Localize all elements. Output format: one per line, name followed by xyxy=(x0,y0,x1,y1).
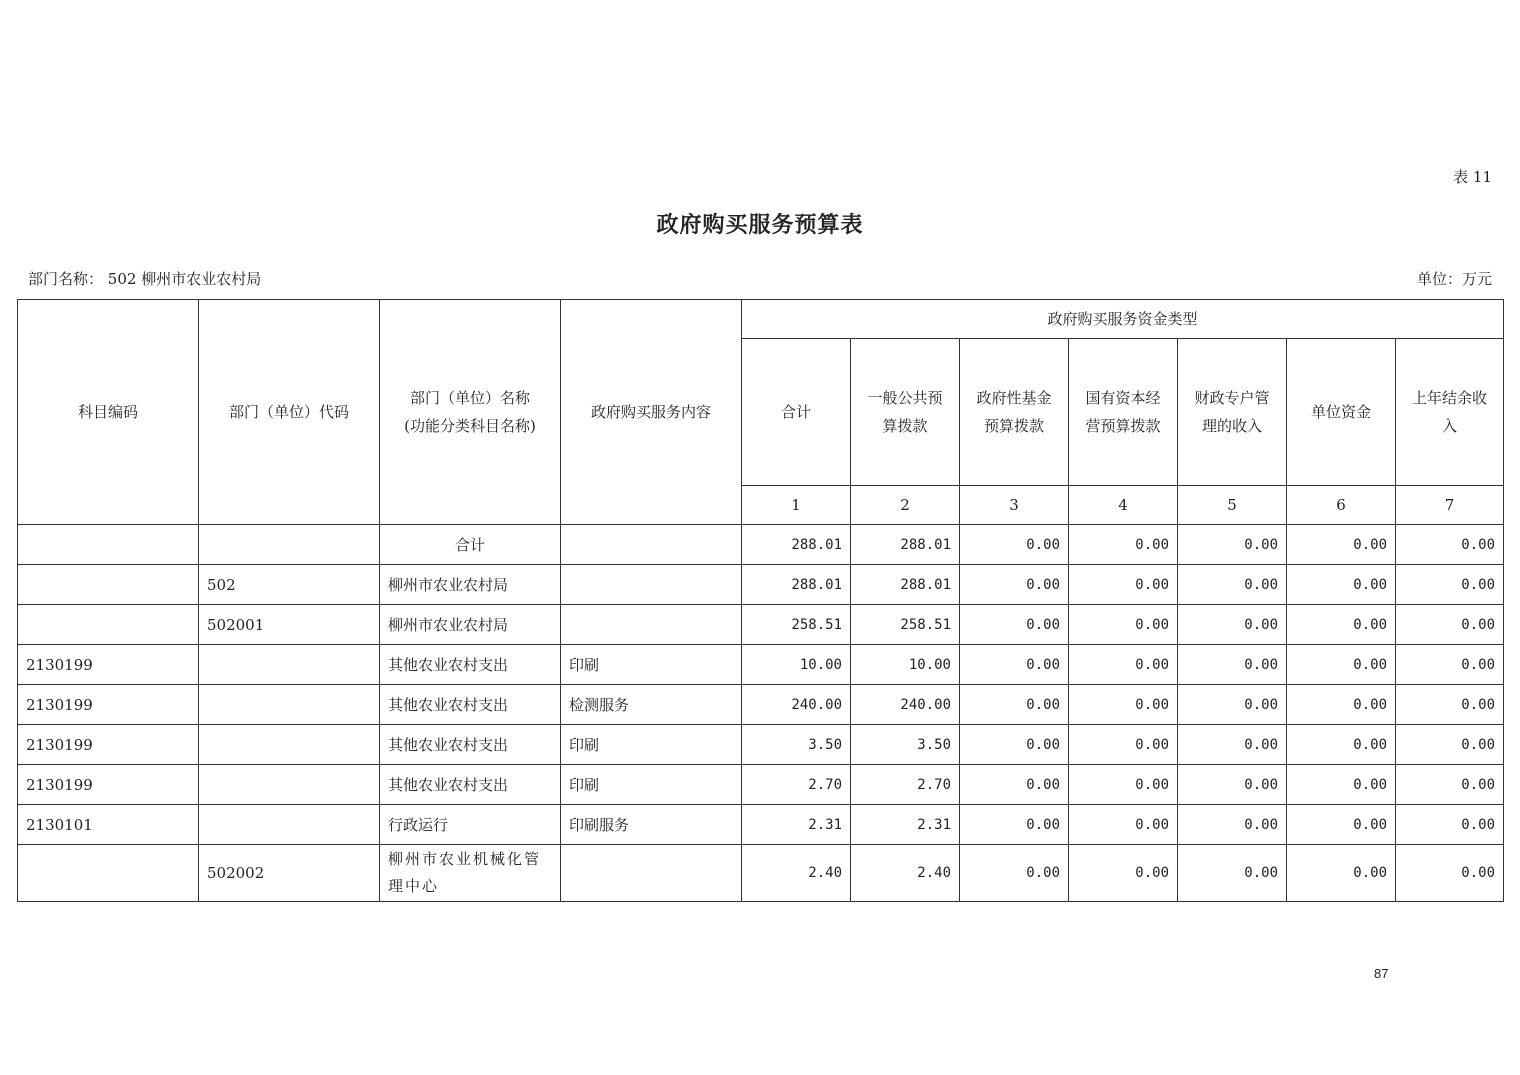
cell-dept-name: 其他农业农村支出 xyxy=(380,685,561,725)
cell-value: 0.00 xyxy=(1287,645,1396,685)
cell-value: 0.00 xyxy=(1287,565,1396,605)
header-dept-code: 部门（单位）代码 xyxy=(199,300,380,525)
table-row xyxy=(18,685,1504,725)
column-number: 1 xyxy=(742,486,851,525)
cell-dept-name: 柳州市农业农村局 xyxy=(380,565,561,605)
table-row xyxy=(18,845,1504,902)
cell-value: 0.00 xyxy=(960,645,1069,685)
cell-value: 0.00 xyxy=(1396,525,1504,565)
cell-value: 0.00 xyxy=(1178,605,1287,645)
cell-service-content xyxy=(561,565,742,605)
cell-value: 240.00 xyxy=(742,685,851,725)
cell-value: 0.00 xyxy=(1396,685,1504,725)
cell-value: 0.00 xyxy=(1069,645,1178,685)
cell-value: 0.00 xyxy=(1396,605,1504,645)
cell-dept-name: 合计 xyxy=(380,525,561,565)
cell-dept-code xyxy=(199,765,380,805)
header-column-line2: 入 xyxy=(1441,417,1457,435)
cell-value: 0.00 xyxy=(1069,725,1178,765)
cell-dept-name: 柳州市农业机械化管理中心 xyxy=(380,845,561,902)
cell-value: 0.00 xyxy=(1178,845,1287,902)
cell-value: 2.31 xyxy=(742,805,851,845)
cell-subject-code: 2130101 xyxy=(18,805,199,845)
department-label: 部门名称： xyxy=(28,270,104,288)
cell-value: 0.00 xyxy=(960,845,1069,902)
cell-dept-code xyxy=(199,805,380,845)
cell-value: 258.51 xyxy=(851,605,960,645)
cell-value: 2.40 xyxy=(851,845,960,902)
header-column-line2: 预算拨款 xyxy=(983,417,1044,435)
cell-service-content: 印刷 xyxy=(561,645,742,685)
column-number: 3 xyxy=(960,486,1069,525)
department-value: 502 柳州市农业农村局 xyxy=(107,270,262,288)
cell-subject-code xyxy=(18,525,199,565)
cell-subject-code: 2130199 xyxy=(18,725,199,765)
cell-value: 2.31 xyxy=(851,805,960,845)
cell-value: 0.00 xyxy=(1287,725,1396,765)
header-column-4 xyxy=(1069,339,1178,486)
header-column-6 xyxy=(1287,339,1396,486)
header-column-line2: 营预算拨款 xyxy=(1085,417,1161,435)
cell-service-content: 印刷 xyxy=(561,765,742,805)
cell-value: 0.00 xyxy=(1287,765,1396,805)
cell-value: 288.01 xyxy=(851,565,960,605)
unit-label: 单位：万元 xyxy=(1416,270,1492,288)
header-service-content: 政府购买服务内容 xyxy=(561,300,742,525)
cell-value: 0.00 xyxy=(960,685,1069,725)
cell-value: 0.00 xyxy=(1069,565,1178,605)
cell-service-content: 检测服务 xyxy=(561,685,742,725)
page-title: 政府购买服务预算表 xyxy=(656,212,864,238)
cell-dept-name: 其他农业农村支出 xyxy=(380,645,561,685)
cell-dept-name: 其他农业农村支出 xyxy=(380,725,561,765)
column-number: 7 xyxy=(1396,486,1504,525)
cell-value: 0.00 xyxy=(1069,765,1178,805)
cell-service-content xyxy=(561,845,742,902)
cell-value: 0.00 xyxy=(1287,605,1396,645)
cell-service-content: 印刷 xyxy=(561,725,742,765)
header-column-line2: 算拨款 xyxy=(882,417,928,435)
cell-dept-code: 502001 xyxy=(199,605,380,645)
header-column-line1: 单位资金 xyxy=(1310,403,1371,421)
table-row xyxy=(18,525,1504,565)
header-column-line1: 政府性基金 xyxy=(976,389,1052,407)
header-column-line1: 国有资本经 xyxy=(1085,389,1161,407)
cell-value: 0.00 xyxy=(960,565,1069,605)
department-line xyxy=(28,268,261,289)
cell-value: 0.00 xyxy=(1178,725,1287,765)
table-row xyxy=(18,725,1504,765)
header-column-1 xyxy=(742,339,851,486)
cell-value: 0.00 xyxy=(1287,805,1396,845)
cell-value: 0.00 xyxy=(960,605,1069,645)
cell-subject-code xyxy=(18,605,199,645)
cell-value: 2.40 xyxy=(742,845,851,902)
table-row xyxy=(18,805,1504,845)
cell-value: 0.00 xyxy=(1069,685,1178,725)
cell-dept-name: 其他农业农村支出 xyxy=(380,765,561,805)
cell-subject-code: 2130199 xyxy=(18,645,199,685)
column-number: 4 xyxy=(1069,486,1178,525)
cell-value: 0.00 xyxy=(1069,525,1178,565)
header-column-5 xyxy=(1178,339,1287,486)
header-column-line1: 一般公共预 xyxy=(867,389,943,407)
cell-service-content: 印刷服务 xyxy=(561,805,742,845)
cell-value: 0.00 xyxy=(1396,805,1504,845)
cell-value: 0.00 xyxy=(1287,685,1396,725)
cell-value: 0.00 xyxy=(1178,565,1287,605)
cell-value: 2.70 xyxy=(851,765,960,805)
cell-subject-code xyxy=(18,845,199,902)
table-row xyxy=(18,645,1504,685)
cell-value: 0.00 xyxy=(1287,845,1396,902)
header-column-line1: 上年结余收 xyxy=(1411,389,1487,407)
column-number: 2 xyxy=(851,486,960,525)
table-row xyxy=(18,605,1504,645)
cell-value: 0.00 xyxy=(960,805,1069,845)
cell-dept-code xyxy=(199,725,380,765)
cell-subject-code xyxy=(18,565,199,605)
cell-value: 0.00 xyxy=(1178,805,1287,845)
cell-value: 3.50 xyxy=(742,725,851,765)
cell-subject-code: 2130199 xyxy=(18,685,199,725)
header-column-3 xyxy=(960,339,1069,486)
cell-value: 240.00 xyxy=(851,685,960,725)
cell-value: 0.00 xyxy=(960,525,1069,565)
header-dept-name-line1: 部门（单位）名称 xyxy=(409,389,530,407)
cell-dept-code: 502 xyxy=(199,565,380,605)
cell-dept-code xyxy=(199,685,380,725)
cell-value: 258.51 xyxy=(742,605,851,645)
header-column-7 xyxy=(1396,339,1504,486)
column-number: 6 xyxy=(1287,486,1396,525)
cell-value: 0.00 xyxy=(1396,565,1504,605)
cell-value: 0.00 xyxy=(1069,605,1178,645)
cell-value: 2.70 xyxy=(742,765,851,805)
cell-value: 0.00 xyxy=(1178,525,1287,565)
cell-value: 0.00 xyxy=(1178,645,1287,685)
table-row xyxy=(18,765,1504,805)
header-dept-name xyxy=(380,300,561,525)
budget-table xyxy=(17,299,1504,902)
cell-value: 10.00 xyxy=(851,645,960,685)
column-number: 5 xyxy=(1178,486,1287,525)
header-dept-name-line2: (功能分类科目名称) xyxy=(404,417,536,435)
header-subject-code: 科目编码 xyxy=(18,300,199,525)
cell-value: 3.50 xyxy=(851,725,960,765)
cell-dept-name: 柳州市农业农村局 xyxy=(380,605,561,645)
cell-value: 0.00 xyxy=(960,765,1069,805)
header-column-line2: 理的收入 xyxy=(1201,417,1262,435)
cell-value: 0.00 xyxy=(1178,765,1287,805)
cell-dept-code: 502002 xyxy=(199,845,380,902)
cell-value: 0.00 xyxy=(1287,525,1396,565)
header-column-line1: 合计 xyxy=(780,403,811,421)
cell-value: 10.00 xyxy=(742,645,851,685)
cell-dept-code xyxy=(199,645,380,685)
header-fund-type-group: 政府购买服务资金类型 xyxy=(742,300,1504,339)
cell-value: 0.00 xyxy=(1069,805,1178,845)
cell-value: 288.01 xyxy=(851,525,960,565)
cell-service-content xyxy=(561,525,742,565)
table-number: 表 11 xyxy=(1453,168,1492,186)
header-column-line1: 财政专户管 xyxy=(1194,389,1270,407)
cell-dept-name: 行政运行 xyxy=(380,805,561,845)
cell-value: 288.01 xyxy=(742,525,851,565)
header-column-2 xyxy=(851,339,960,486)
cell-value: 0.00 xyxy=(1069,845,1178,902)
cell-value: 0.00 xyxy=(1178,685,1287,725)
page-number: 87 xyxy=(1374,966,1389,981)
cell-value: 0.00 xyxy=(1396,765,1504,805)
cell-subject-code: 2130199 xyxy=(18,765,199,805)
cell-value: 0.00 xyxy=(1396,845,1504,902)
table-row xyxy=(18,565,1504,605)
cell-value: 288.01 xyxy=(742,565,851,605)
cell-value: 0.00 xyxy=(960,725,1069,765)
cell-dept-code xyxy=(199,525,380,565)
cell-service-content xyxy=(561,605,742,645)
cell-value: 0.00 xyxy=(1396,645,1504,685)
cell-value: 0.00 xyxy=(1396,725,1504,765)
